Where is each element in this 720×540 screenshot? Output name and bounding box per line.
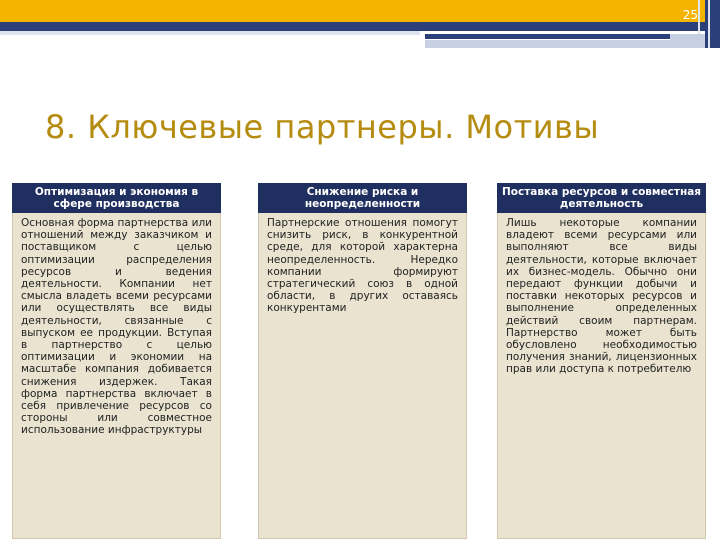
column-body: Лишь некоторые компании владеют всеми ресурсами или выполняют все виды деятельности, которые включает их бизнес-модель. Обычно они передают функции добычи и поставки некоторых ресурсов и выполнение определенных действий своим партнерам. Партнерство может быть обусловлено необходимостью получения знаний, лицензионных прав или доступа к потребителю (497, 213, 706, 539)
page-number: 25 (682, 8, 698, 22)
corner-line (708, 0, 710, 48)
column-optimization (12, 183, 221, 539)
decor-stripe (425, 40, 670, 48)
header-stripe (0, 22, 705, 31)
header-stripe-light (0, 31, 420, 35)
column-heading: Оптимизация и экономия в сфере производства (12, 183, 221, 213)
decor-stripe (670, 34, 705, 48)
column-body: Партнерские отношения помогут снизить риск, в конкурентной среде, для которой характерна неопределенность. Нередко компании формируют стратегический союз в одной области, в других оставаясь конкурентами (258, 213, 467, 539)
column-resource-supply (497, 183, 706, 539)
column-body: Основная форма партнерства или отношений между заказчиком и поставщиком с целью оптимизации распределения ресурсов и ведения деятельности. Компании нет смысла владеть всеми ресурсами или осуществлять все виды деятельности, связанные с выпуском ее продукции. Вступая в партнерство с целью оптимизации и экономии на масштабе компания добивается снижения издержек. Такая форма партнерства включает в себя привлечение ресурсов со стороны или совместное использование инфраструктуры (12, 213, 221, 539)
header-bar (0, 0, 705, 22)
slide-title: 8. Ключевые партнеры. Мотивы (45, 108, 600, 146)
decor-stripe (425, 34, 670, 39)
column-heading: Поставка ресурсов и совместная деятельность (497, 183, 706, 213)
column-heading: Снижение риска и неопределенности (258, 183, 467, 213)
column-risk-reduction (258, 183, 467, 539)
